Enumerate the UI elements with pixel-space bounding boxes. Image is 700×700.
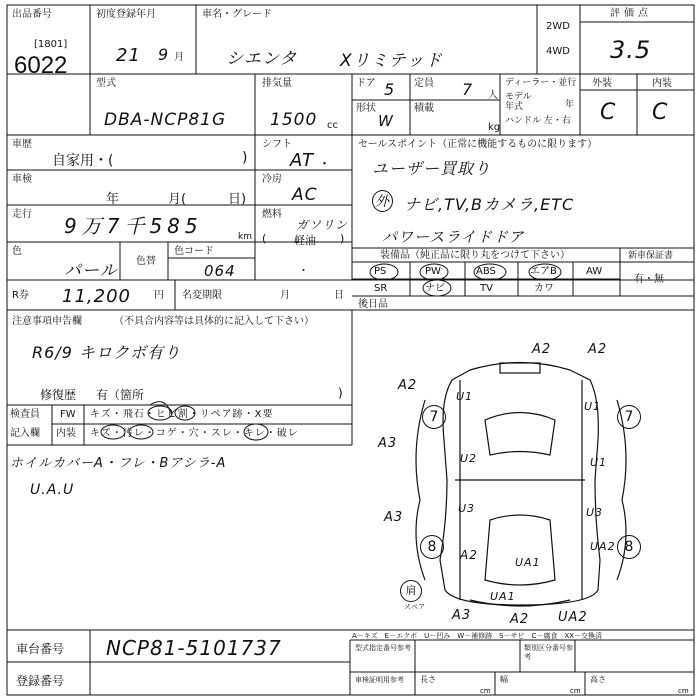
- type-value: DBA-NCP81G: [104, 110, 227, 130]
- model-grade-label: 車名・グレード: [202, 9, 272, 20]
- drive-4wd: 4WD: [546, 46, 570, 57]
- mark-spare: 肩: [400, 580, 422, 602]
- ac-label: 冷房: [262, 174, 282, 185]
- equip-navi: ナビ: [425, 283, 445, 294]
- doors-label: ドア: [356, 78, 376, 89]
- handwritten-note-2: U.A.U: [30, 482, 75, 498]
- fuel-paren-close: ): [340, 232, 345, 245]
- capacity-value: 7: [462, 80, 474, 99]
- equip-abs: ABS: [476, 266, 496, 277]
- lot-number: 6022: [14, 52, 68, 79]
- mark-a2-bottom: A2: [510, 612, 530, 627]
- displacement-label: 排気量: [262, 78, 292, 89]
- equip-airbag: エアB: [530, 266, 557, 277]
- grade: Xリミテッド: [340, 51, 443, 71]
- equip-ps: PS: [374, 266, 387, 277]
- mark-u1-b: U1: [584, 400, 602, 413]
- notes-label: 注意事項申告欄: [12, 316, 82, 327]
- color-code-label: 色コード: [174, 246, 214, 257]
- color-change-label: 色替: [136, 256, 156, 267]
- repair-label: 修復歴: [40, 388, 77, 402]
- fuel-value: ガソリン: [296, 218, 349, 232]
- back-seat-label: 後日品: [358, 299, 388, 310]
- height-label: 高さ: [590, 675, 606, 684]
- shift-dot: ・: [318, 157, 332, 172]
- mark-ua1-b: UA1: [490, 590, 516, 603]
- dealer-label: ディーラー・並行: [505, 78, 577, 88]
- mark-eight-right: 8: [617, 535, 641, 559]
- equip-aw: AW: [586, 266, 603, 277]
- mark-ua2: UA2: [590, 540, 616, 553]
- interior-inspect-text: キズ・汚レ・コゲ・穴・スレ・キレ・破レ: [90, 428, 299, 439]
- inspection-month: 月(: [168, 192, 187, 207]
- mark-a3-2: A3: [384, 510, 404, 525]
- equip-pw: PW: [425, 266, 441, 277]
- equip-sr: SR: [374, 283, 388, 294]
- name-change-day: 日: [334, 290, 344, 301]
- length-label: 長さ: [420, 675, 436, 684]
- mark-a2-lower-left: A2: [460, 548, 478, 562]
- r-ticket-value: 11,200: [62, 286, 131, 307]
- new-car-warranty-label: 新車保証書: [628, 251, 674, 261]
- inspection-day: 日): [228, 192, 247, 207]
- equip-tv: TV: [480, 283, 493, 294]
- ac-value: AC: [292, 185, 318, 205]
- mileage-unit: km: [238, 232, 252, 242]
- chassis-value: NCP81-5101737: [106, 636, 282, 660]
- lot-code: [1801]: [34, 39, 68, 50]
- reg-cert-label: 車検証明用参考: [355, 676, 404, 684]
- exterior-label: 外装: [592, 78, 612, 89]
- mark-seven-left: 7: [422, 405, 446, 429]
- capacity-unit: 人: [488, 90, 498, 101]
- sales-point-1: ユーザー買取り: [372, 159, 492, 178]
- repair-value: 有（箇所: [96, 388, 145, 402]
- notes-value: R6/9 キロクボ有り: [32, 343, 181, 362]
- inspector-label-1: 検査員: [10, 409, 40, 420]
- sales-point-3: パワースライドドア: [382, 228, 525, 246]
- category-label: 類別区分番号参考: [524, 644, 573, 661]
- history-close: ): [242, 150, 248, 166]
- shift-label: シフト: [262, 139, 292, 150]
- color-value: パール: [64, 261, 118, 281]
- year-unit: 年: [565, 100, 575, 110]
- mark-a3-bottom: A3: [452, 608, 472, 623]
- drive-2wd: 2WD: [546, 21, 570, 32]
- name-change-month: 月: [280, 290, 290, 301]
- load-unit: kg: [488, 122, 501, 133]
- height-unit: cm: [678, 687, 689, 695]
- mark-a2-top1: A2: [532, 342, 552, 357]
- sales-point-2-prefix: 外: [372, 190, 393, 212]
- damage-legend: A－キズ E－エクボ U－凹み W－補修跡 S－サビ C－腐食 XX－交換済: [352, 632, 603, 640]
- exterior-value: C: [600, 100, 617, 125]
- mark-spare-sub: スペア: [404, 603, 425, 611]
- mark-u3-a: U3: [458, 502, 476, 515]
- interior-label: 内装: [652, 78, 672, 89]
- lot-label: 出品番号: [12, 9, 52, 20]
- mark-u1-right: U1: [590, 456, 608, 469]
- handwritten-note-1: ホイルカバーA・フレ・Bアシラ-A: [10, 456, 227, 471]
- model-name: シエンタ: [226, 49, 298, 69]
- model-year-label: モデル年式: [505, 92, 532, 112]
- notes-subtext: （不具合内容等は具体的に記入して下さい）: [114, 316, 314, 327]
- chassis-label: 車台番号: [16, 642, 65, 656]
- warranty-value: 有・無: [634, 274, 664, 285]
- fw-label: FW: [60, 409, 76, 420]
- fuel-dot: ・: [298, 264, 309, 277]
- mileage-value: 9万7千585: [64, 214, 203, 238]
- r-ticket-label: R券: [12, 290, 29, 301]
- rating-label: 評価点: [610, 8, 652, 19]
- fuel-label: 燃料: [262, 209, 282, 220]
- name-change-label: 名変期限: [182, 290, 222, 301]
- repair-close: ): [338, 386, 343, 400]
- handle-label: ハンドル 左・右: [505, 116, 571, 126]
- width-label: 幅: [500, 675, 508, 684]
- mark-seven-right: 7: [617, 405, 641, 429]
- fw-text: キズ・飛石・ヒビ割・リペア跡・X要: [90, 409, 274, 420]
- displacement-value: 1500: [270, 110, 318, 130]
- mark-u3-b: U3: [586, 506, 604, 519]
- capacity-label: 定員: [414, 78, 434, 89]
- interior-value: C: [652, 100, 669, 125]
- first-reg-month: 9: [158, 45, 170, 64]
- shape-label: 形状: [356, 103, 376, 114]
- history-value: 自家用・(: [52, 153, 114, 169]
- rating-value: 3.5: [610, 36, 652, 64]
- load-label: 積載: [414, 103, 434, 114]
- yen-unit: 円: [154, 290, 164, 301]
- fuel-paren-open: (: [262, 232, 267, 245]
- mark-a2-left: A2: [398, 378, 418, 393]
- mileage-label: 走行: [12, 209, 32, 220]
- inspection-year: 年: [106, 192, 120, 207]
- displacement-unit: cc: [327, 120, 338, 131]
- sales-point-2: ナビ,TV,Bカメラ,ETC: [404, 195, 575, 214]
- reg-label: 登録番号: [16, 674, 65, 688]
- doors-value: 5: [384, 80, 396, 99]
- history-label: 車歴: [12, 139, 32, 150]
- mark-a3-1: A3: [378, 436, 398, 451]
- mark-a2-top2: A2: [588, 342, 608, 357]
- equipment-label: 装備品（純正品に限り丸をつけて下さい）: [380, 250, 570, 261]
- fuel-diesel: 軽油: [294, 234, 316, 247]
- mark-eight-left: 8: [420, 535, 444, 559]
- width-unit: cm: [570, 687, 581, 695]
- mark-u2: U2: [460, 452, 478, 465]
- shift-value: AT: [290, 150, 314, 171]
- shape-value: W: [378, 112, 394, 130]
- interior-inspect-label: 内装: [56, 428, 76, 439]
- sales-points-label: セールスポイント（正常に機能するものに限ります）: [358, 139, 598, 150]
- equip-leather: カワ: [534, 283, 554, 294]
- first-reg-label: 初度登録年月: [96, 9, 156, 20]
- color-label: 色: [12, 246, 22, 257]
- first-reg-year: 21: [116, 45, 141, 66]
- type-label: 型式: [96, 78, 116, 89]
- month-unit: 月: [174, 52, 184, 63]
- color-code-value: 064: [204, 262, 236, 280]
- inspector-label-2: 記入欄: [10, 428, 40, 439]
- mark-ua1-a: UA1: [515, 556, 541, 569]
- inspection-label: 車検: [12, 174, 32, 185]
- cert-label: 型式指定番号参考: [355, 644, 411, 652]
- mark-u1-a: U1: [456, 390, 474, 403]
- length-unit: cm: [480, 687, 491, 695]
- mark-ua2-bottom: UA2: [558, 610, 588, 625]
